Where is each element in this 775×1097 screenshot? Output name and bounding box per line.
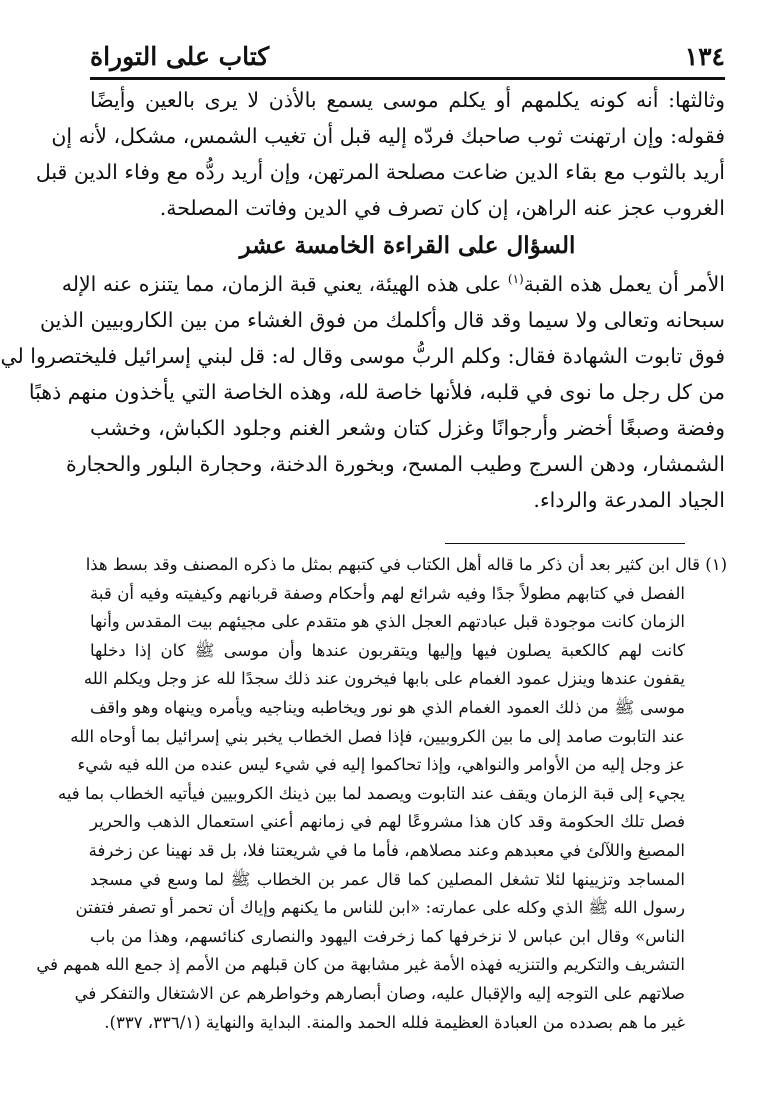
book-title: كتاب على التوراة (90, 42, 270, 71)
text-line: فقوله: وإن ارتهنت ثوب صاحبك فردّه إليه قبل أن تغيب الشمس، مشكل، لأنه إن (51, 124, 725, 148)
paragraph-2 (0, 266, 725, 518)
footnote-reference[interactable]: (١) (507, 272, 524, 287)
section-heading: السؤال على القراءة الخامسة عشر (239, 232, 576, 259)
text-line: سبحانه وتعالى ولا سيما وقد قال وأكلمك من فوق الغشاء من بين الكاروبيين الذين (39, 308, 725, 332)
text-segment: على هذه الهيئة، يعني قبة الزمان، مما يتنزه عنه الإله (61, 272, 508, 296)
footnote-line: الزمان كانت موجودة قبل عبادتهم العجل الذي هو متقدم على مجيئهم بيت المقدس وأنها (90, 612, 685, 632)
footnote-line: فصل تلك الحكومة وقد كان هذا مشروعًا لهم في زمانهم أعني استعمال الذهب والحرير (90, 812, 685, 832)
footnote-line: رسول الله ﷺ الذي وكله على عمارته: «ابن للناس ما يكنهم وإياك أن تحمر أو تصفر فتفتن (75, 898, 685, 918)
text-line: وفضة وصبغًا أخضر وأرجوانًا وغزل كتان وشعر الغنم وجلود الكباش، وخشب (90, 416, 725, 440)
footnote-line: المصبغ واللآلئ في معبدهم وعند مصلاهم، فأما ما في شريعتنا فلا، بل قد نهينا عن زخرفة (88, 840, 685, 860)
footnote-line: عز وجل إليه من الأوامر والنواهي، وإذا تحاكموا إليه في شيء ليس عنده من الله فيه شيء (77, 755, 685, 775)
footnote-1 (36, 551, 727, 1037)
footnote-line: الفصل في كتابهم مطولاً جدًا وفيه شرائع لهم وأحكام وصفة قربانهم وكيفيته وفيه أن قبة (90, 583, 685, 603)
footnote-line: يجيء إلى قبة الزمان ويقف عند التابوت ويصمد لما بين ذينك الكروبيين فيأتيه الخطاب بما فيه (57, 783, 685, 803)
paragraph-1 (35, 82, 725, 226)
text-line: من كل رجل ما نوى في قلبه، فلأنها خاصة لله، وهذه الخاصة التي يأخذون منهم ذهبًا (28, 380, 725, 404)
footnote-line: موسى ﷺ من ذلك العمود الغمام الذي هو نور ويخاطبه ويناجيه ويأمره وينهاه وهو واقف (90, 697, 685, 717)
footnote-line: صلاتهم على التوجه إليه والإقبال عليه، وصان أبصارهم وخواطرهم عن الاشتغال والتفكر في (74, 983, 685, 1003)
footnote-line: عند التابوت صامد إلى ما بين الكروبيين، فإذا فصل الخطاب يخبر بني إسرائيل بما أوحاه الله (70, 726, 685, 746)
text-line: الجياد المدرعة والرداء. (533, 488, 725, 512)
text-segment: الأمر أن يعمل هذه القبة (523, 272, 725, 296)
footnote-line: التشريف والتكريم والتنزيه فهذه الأمة غير مشابهة من كان قبلهم من الأمم إذ جمع الله همهم في (36, 955, 685, 975)
page-header (90, 38, 725, 80)
text-line: فوق تابوت الشهادة فقال: وكلم الربُّ موسى وقال له: قل لبني إسرائيل فليختصروا لي (0, 344, 725, 368)
header-rule (90, 77, 725, 80)
text-line-with-footnote-ref (61, 266, 725, 302)
text-line: وثالثها: أنه كونه يكلمهم أو يكلم موسى يسمع بالأذن لا يرى بالعين وأيضًا (90, 88, 725, 112)
text-line: أريد بالثوب مع بقاء الدين ضاعت مصلحة المرتهن، وإن أريد ردُّه مع وفاء الدين قبل (35, 160, 725, 184)
footnote-line: كانت لهم كالكعبة يصلون فيها وإليها ويتقربون عندها وأن موسى ﷺ كان إذا دخلها (90, 640, 685, 660)
text-line: الغروب عجز عنه الراهن، إن كان تصرف في الدين وفاتت المصلحة. (159, 196, 725, 220)
footnote-line: الناس» وقال ابن عباس لا نزخرفها كما زخرفت اليهود والنصارى كنائسهم، وهذا من باب (90, 926, 685, 946)
footnote-line: غير ما هم بصدده من العبادة العظيمة فلله الحمد والمنة. البداية والنهاية (٣٣٦/١، ٣٣٧). (104, 1012, 685, 1032)
footnote-separator (445, 543, 685, 544)
text-line: الشمشار، ودهن السرج وطيب المسح، وبخورة الدخنة، وحجارة البلور والحجارة (66, 452, 725, 476)
footnote-line: المساجد وتزيينها لئلا تشغل المصلين كما قال عمر بن الخطاب ﷺ لما وسع في مسجد (90, 869, 685, 889)
footnote-line: (١) قال ابن كثير بعد أن ذكر ما قاله أهل الكتاب في كتبهم بمثل ما ذكره المصنف وقد بسط هذا (85, 555, 727, 574)
page-number: ١٣٤ (684, 42, 725, 71)
footnote-line: يقفون عندها وينزل عمود الغمام على بابها فيخرون عند ذلك سجدًا لله عز وجل ويكلم الله (83, 669, 685, 689)
